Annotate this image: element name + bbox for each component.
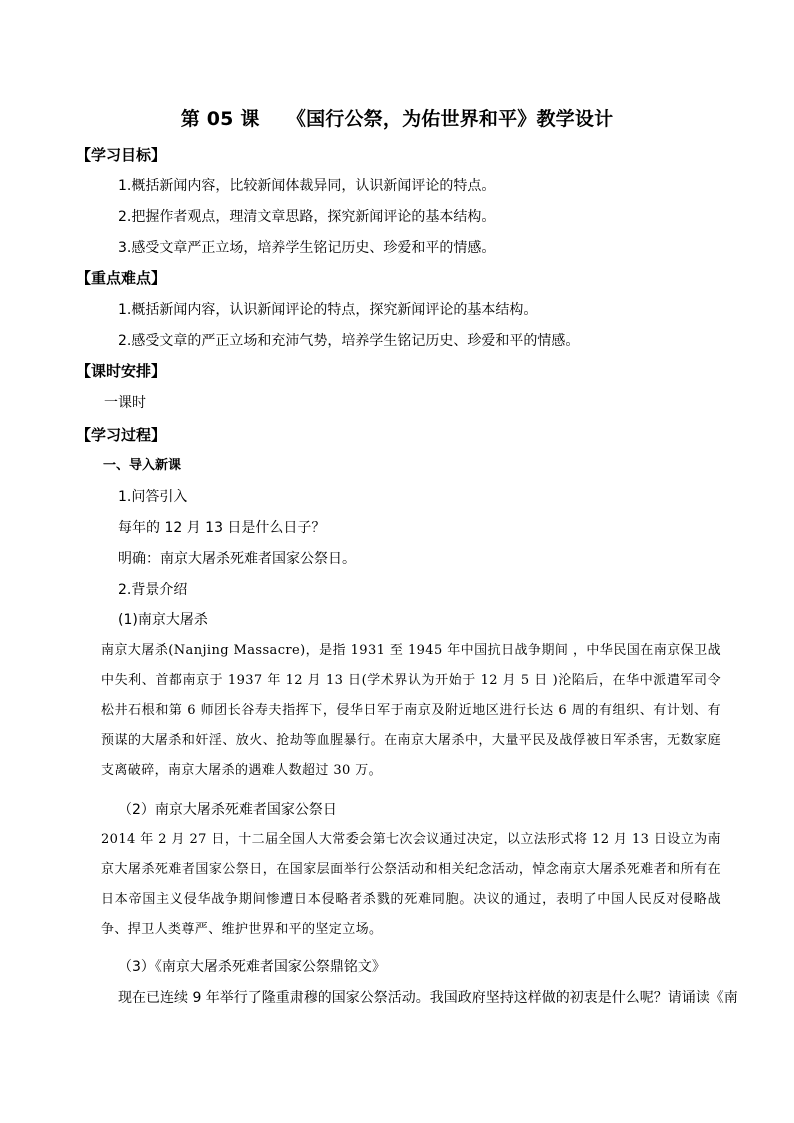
background-1-title: (1)南京大屠杀 xyxy=(118,612,208,628)
process-answer: 明确：南京大屠杀死难者国家公祭日。 xyxy=(118,551,356,567)
process-step-2: 2.背景介绍 xyxy=(118,582,188,598)
process-heading: 【学习过程】 xyxy=(76,426,167,444)
background-2-text: 2014 年 2 月 27 日，十二届全国人大常委会第七次会议通过决定，以立法形式将 12 月 13 日设立为南京大屠杀死难者国家公祭日，在国家层面举行公祭活动和相关纪念活动，悼念南京大屠杀死难者和所有在日本帝国主义侵华战争期间惨遭日本侵略者杀戮的死难同胞。决议的通过，表明了中国人民反对侵略战争、捍卫人类尊严、维护世界和平的坚定立场。 xyxy=(101,832,721,937)
background-2-title: （2）南京大屠杀死难者国家公祭日 xyxy=(118,802,337,818)
objectives-heading: 【学习目标】 xyxy=(76,146,167,164)
keypoints-heading: 【重点难点】 xyxy=(76,269,167,287)
background-3-title: （3）《南京大屠杀死难者国家公祭鼎铭文》 xyxy=(118,959,386,975)
objective-item-2: 2.把握作者观点，理清文章思路，探究新闻评论的基本结构。 xyxy=(118,209,496,225)
process-question: 每年的 12 月 13 日是什么日子？ xyxy=(118,520,326,536)
process-part-1: 一、导入新课 xyxy=(103,458,182,473)
keypoint-item-1: 1.概括新闻内容，认识新闻评论的特点，探究新闻评论的基本结构。 xyxy=(118,302,538,318)
objective-item-1: 1.概括新闻内容，比较新闻体裁异同，认识新闻评论的特点。 xyxy=(118,178,496,194)
schedule-heading: 【课时安排】 xyxy=(76,362,167,380)
background-1-text: 南京大屠杀(Nanjing Massacre)，是指 1931 至 1945 年中国抗日战争期间 ，中华民国在南京保卫战中失利、首都南京于 1937 年 12 月 13 日(学术界认为开始于 12 月 5 日 )沦陷后，在华中派遣军司令松井石根和第 6 师团长谷寿夫指挥下，侵华日军于南京及附近地区进行长达 6 周的有组织、有计划、有预谋的大屠杀和奸淫、放火、抢劫等血腥暴行。在南京大屠杀中，大量平民及战俘被日军杀害，无数家庭支离破碎，南京大屠杀的遇难人数超过 30 万。 xyxy=(101,643,721,778)
objective-item-3: 3.感受文章严正立场，培养学生铭记历史、珍爱和平的情感。 xyxy=(118,240,496,256)
process-step-1: 1.问答引入 xyxy=(118,489,188,505)
document-title: 第 05 课 《国行公祭，为佑世界和平》教学设计 xyxy=(180,108,614,130)
keypoint-item-2: 2.感受文章的严正立场和充沛气势，培养学生铭记历史、珍爱和平的情感。 xyxy=(118,333,580,349)
background-3-text: 现在已连续 9 年举行了隆重肃穆的国家公祭活动。我国政府坚持这样做的初衷是什么呢？请诵读《南 xyxy=(118,990,738,1006)
schedule-text: 一课时 xyxy=(104,395,146,411)
